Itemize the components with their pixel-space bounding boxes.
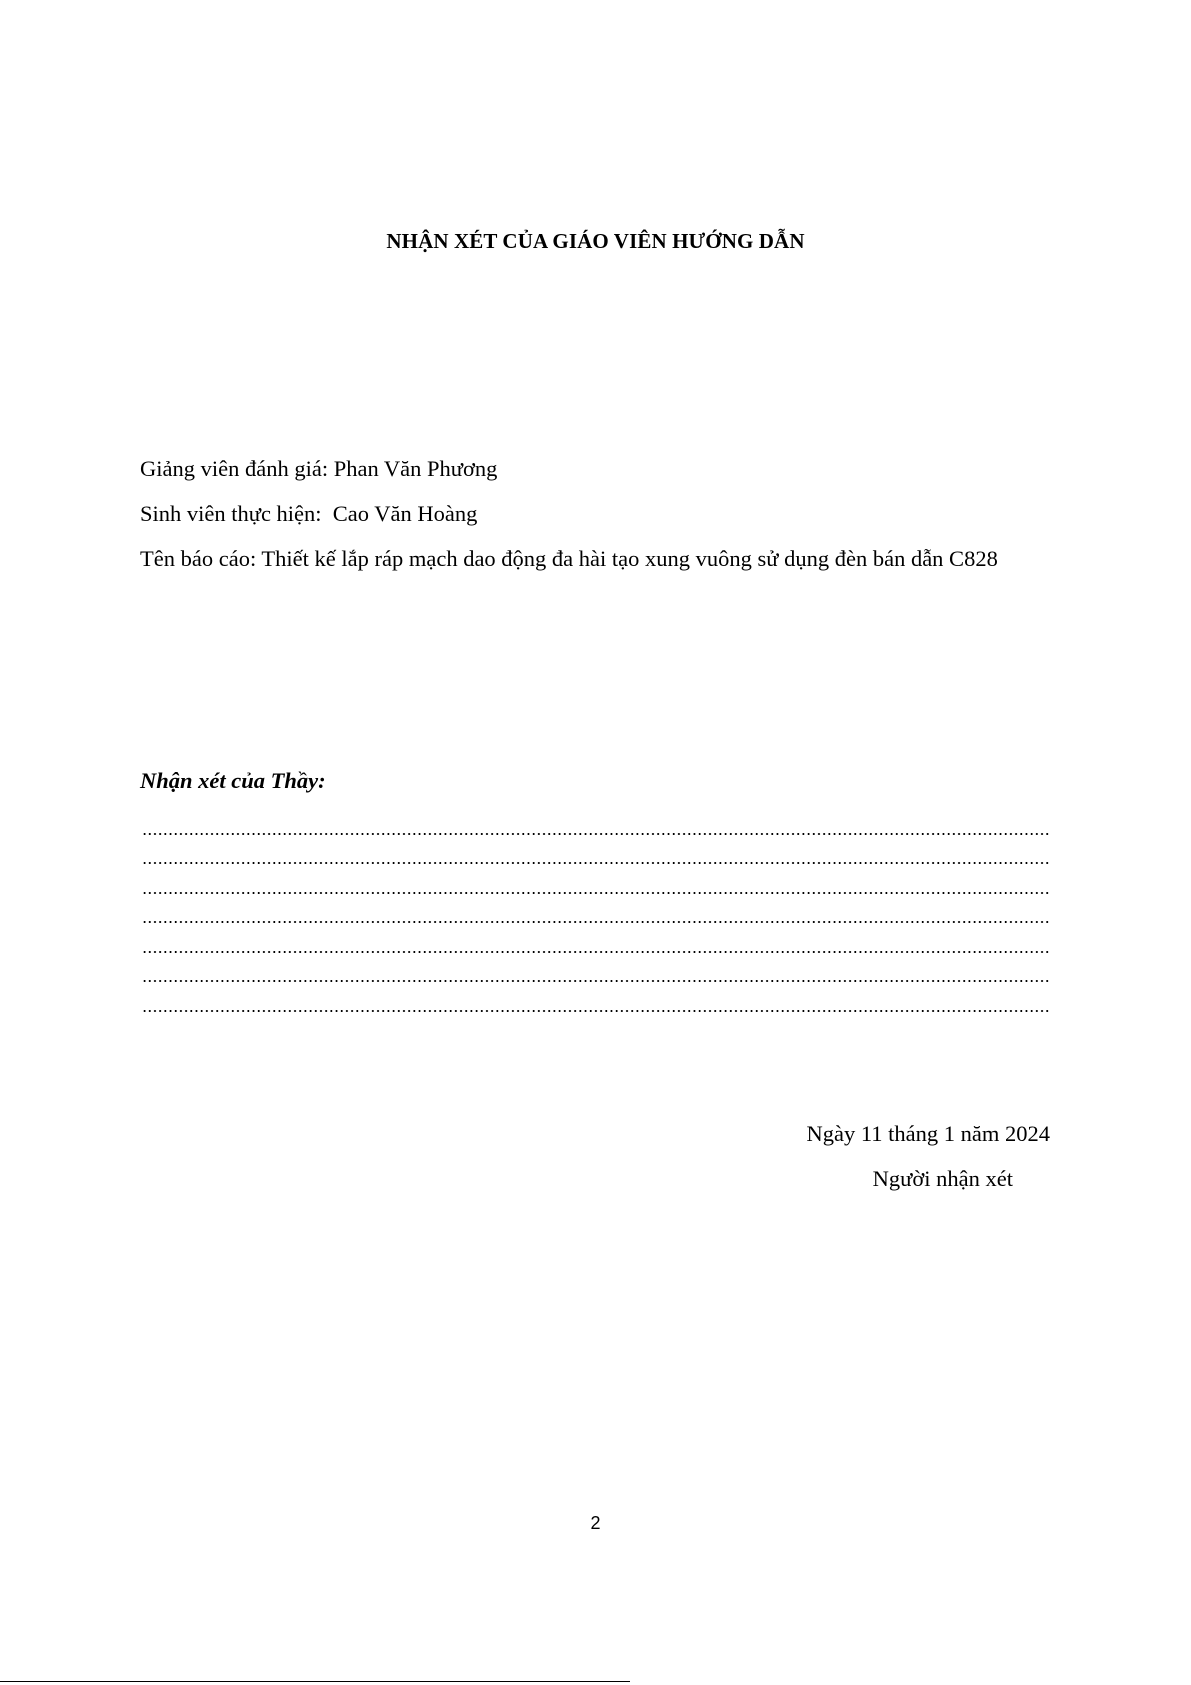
student-line: Sinh viên thực hiện: Cao Văn Hoàng: [140, 501, 478, 526]
comment-blank-line: [140, 815, 1050, 845]
signature-role: Người nhận xét: [872, 1166, 1013, 1191]
evaluator-line: Giảng viên đánh giá: Phan Văn Phương: [140, 456, 498, 481]
comment-blank-line: [140, 845, 1050, 875]
comment-heading: Nhận xét của Thầy:: [140, 768, 326, 793]
report-name-line: Tên báo cáo: Thiết kế lắp ráp mạch dao động đa hài tạo xung vuông sử dụng đèn bán dẫn C828: [140, 546, 998, 571]
comment-blank-line: [140, 992, 1050, 1022]
comment-blank-line: [140, 904, 1050, 934]
comment-blank-line: [140, 933, 1050, 963]
page-number: 2: [590, 1513, 601, 1533]
comment-blank-line: [140, 963, 1050, 993]
page-title: NHẬN XÉT CỦA GIÁO VIÊN HƯỚNG DẪN: [386, 229, 805, 253]
comment-blank-lines: [140, 815, 1050, 1022]
comment-blank-line: [140, 874, 1050, 904]
footer-rule: [0, 1681, 630, 1682]
signature-date: Ngày 11 tháng 1 năm 2024: [806, 1121, 1050, 1146]
